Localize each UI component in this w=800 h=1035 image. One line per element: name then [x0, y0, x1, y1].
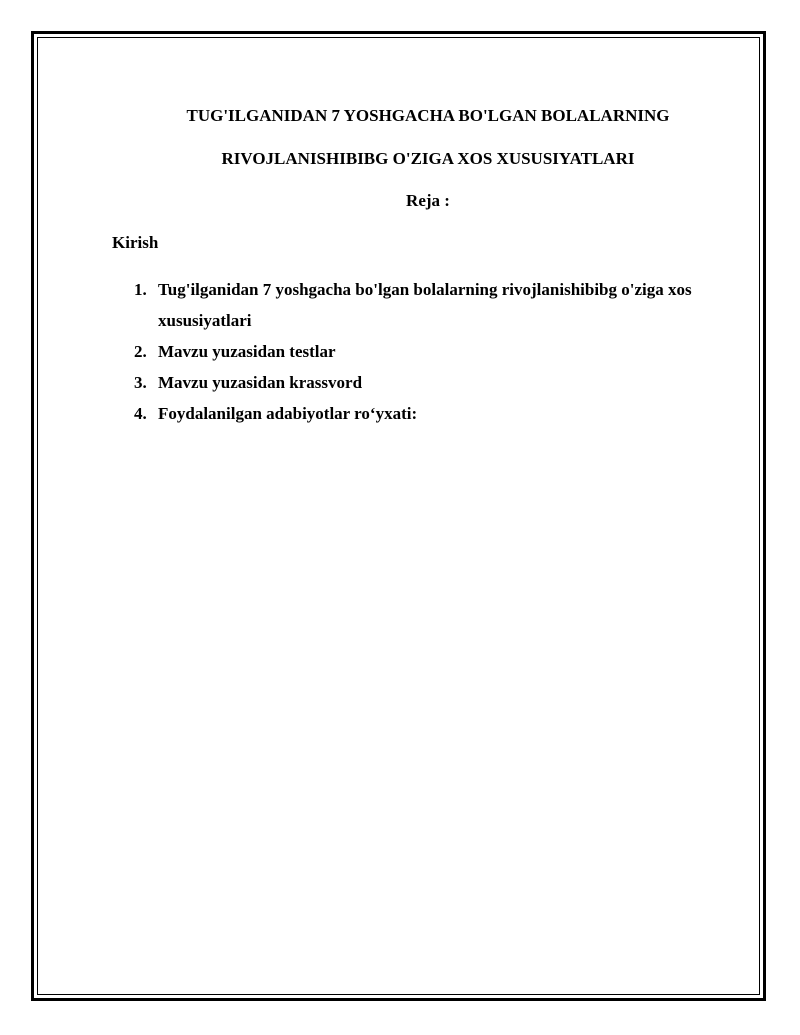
list-item [112, 336, 742, 367]
list-item-text: Mavzu yuzasidan krassvord [158, 373, 363, 392]
list-item-text: Tug'ilganidan 7 yoshgacha bo'lgan bolalarning rivojlanishibibg o'ziga xos xususiyatlari [158, 280, 692, 330]
title-line-2: RIVOJLANISHIBIBG O'ZIGA XOS XUSUSIYATLARI [221, 149, 635, 168]
list-item-number: 3. [134, 373, 147, 392]
list-item-number: 2. [134, 342, 147, 361]
list-item [112, 367, 742, 398]
title-line-1: TUG'ILGANIDAN 7 YOSHGACHA BO'LGAN BOLALARNING [186, 106, 670, 125]
list-item-text: Mavzu yuzasidan testlar [158, 342, 336, 361]
list-item [112, 274, 742, 336]
list-item-number: 4. [134, 404, 147, 423]
plan-list [112, 274, 742, 429]
list-item-text: Foydalanilgan adabiyotlar ro‘yxati: [158, 404, 418, 423]
plan-heading: Reja : [406, 191, 450, 210]
intro-heading: Kirish [112, 233, 159, 252]
list-item [112, 398, 742, 429]
list-item-number: 1. [134, 280, 147, 299]
